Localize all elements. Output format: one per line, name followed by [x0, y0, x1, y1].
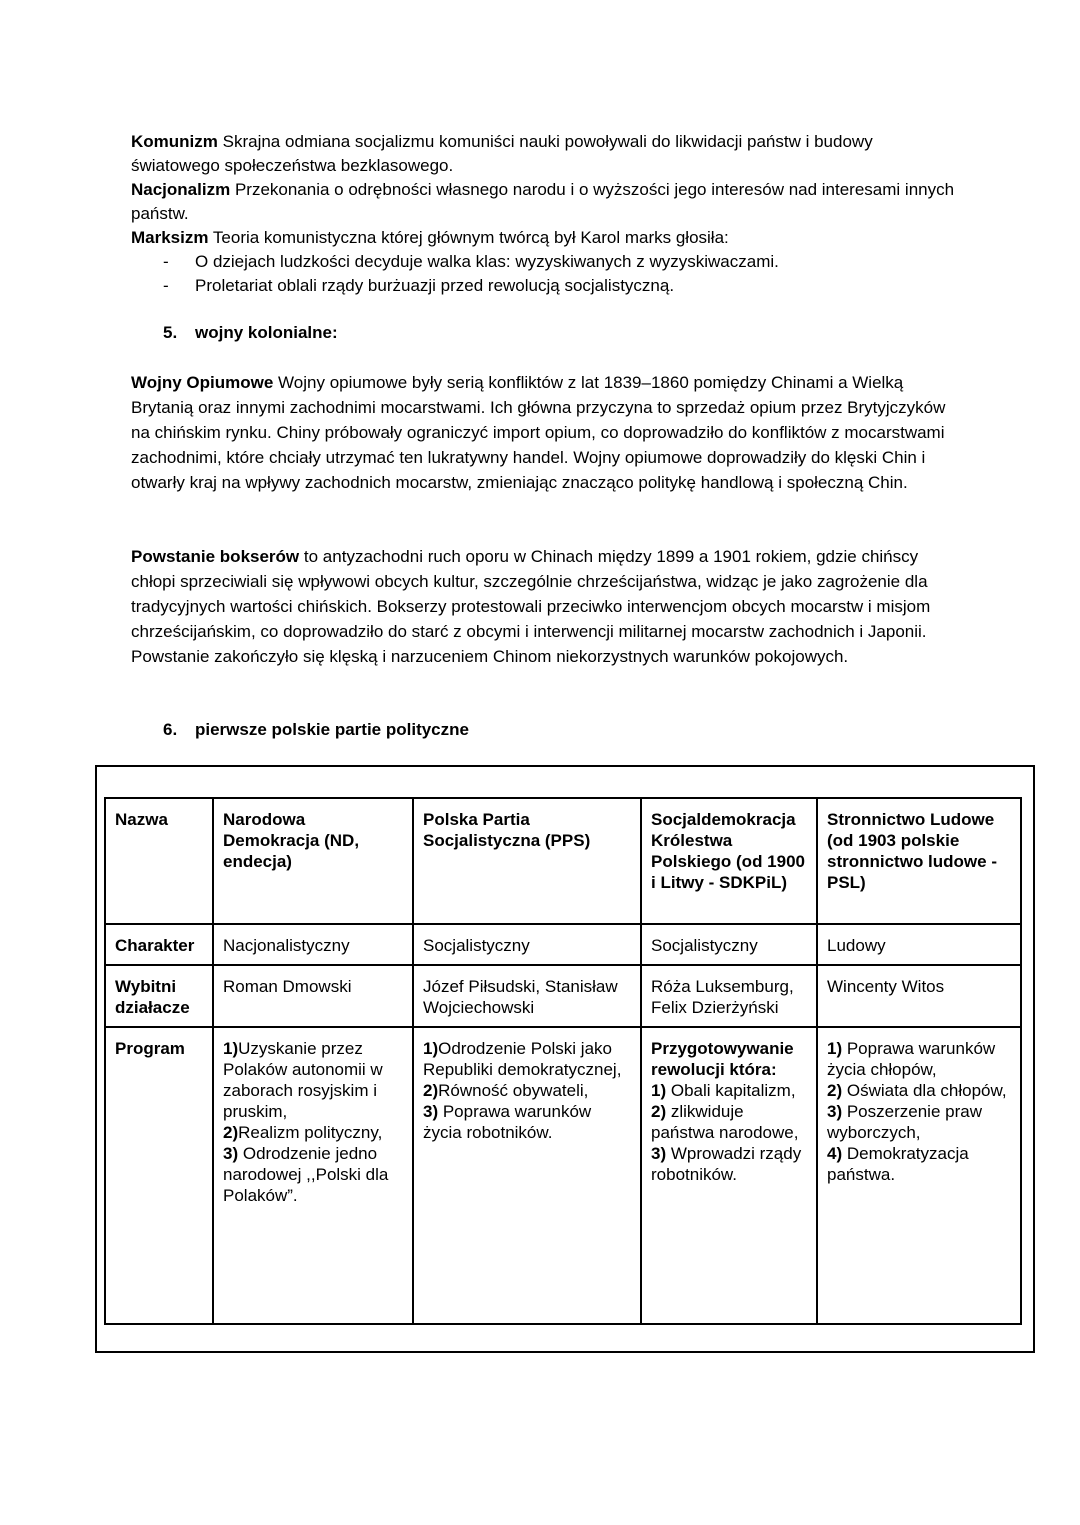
table-row	[105, 1027, 1021, 1324]
party-name: Socjaldemokracja Królestwa Polskiego (od 1900 i Litwy - SDKPiL)	[641, 798, 817, 924]
row-label-charakter: Charakter	[105, 924, 213, 965]
party-name: Narodowa Demokracja (ND, endecja)	[213, 798, 413, 924]
program-item: 1)Odrodzenie Polski jako Republiki demokratycznej,	[423, 1039, 622, 1079]
program-item: 3) Poprawa warunków życia robotników.	[423, 1102, 592, 1142]
section-heading-6	[163, 718, 469, 742]
term-opium-wars: Wojny Opiumowe	[131, 373, 274, 392]
term-boxer-rebellion: Powstanie bokserów	[131, 547, 300, 566]
definition-komunizm	[131, 130, 961, 178]
program-item: 2)Realizm polityczny,	[223, 1123, 383, 1142]
program-item: 1) Obali kapitalizm,	[651, 1081, 796, 1100]
definition-nacjonalizm	[131, 178, 961, 226]
term-komunizm: Komunizm	[131, 132, 218, 151]
term-marksizm: Marksizm	[131, 228, 209, 247]
list-item-text: Proletariat oblali rządy burżuazji przed rewolucją socjalistyczną.	[195, 276, 675, 295]
party-program	[213, 1027, 413, 1324]
party-leaders: Róża Luksemburg, Felix Dzierżyński	[641, 965, 817, 1027]
program-item: 2) zlikwiduje państwa narodowe,	[651, 1102, 799, 1142]
party-character: Ludowy	[817, 924, 1021, 965]
table-row	[105, 924, 1021, 965]
parties-table	[104, 797, 1022, 1325]
program-item: 1) Poprawa warunków życia chłopów,	[827, 1039, 996, 1079]
definition-text: Przekonania o odrębności własnego narodu i o wyższości jego interesów nad interesami innych państw.	[131, 180, 955, 223]
party-character: Socjalistyczny	[413, 924, 641, 965]
list-item-text: O dziejach ludzkości decyduje walka klas: wyzyskiwanych z wyzyskiwaczami.	[195, 252, 779, 271]
list-item	[163, 274, 674, 298]
party-program	[641, 1027, 817, 1324]
dash-bullet: -	[163, 276, 169, 295]
definition-marksizm	[131, 226, 961, 250]
term-nacjonalizm: Nacjonalizm	[131, 180, 231, 199]
program-item: 1)Uzyskanie przez Polaków autonomii w zaborach rosyjskim i pruskim,	[223, 1039, 383, 1121]
row-label-dzialacze: Wybitni działacze	[105, 965, 213, 1027]
paragraph-boxer-rebellion	[131, 544, 931, 669]
program-item: 4) Demokratyzacja państwa.	[827, 1144, 969, 1184]
table-row	[105, 798, 1021, 924]
definition-text: Skrajna odmiana socjalizmu komuniści nauki powoływali do likwidacji państw i budowy światowego społeczeństwa bezklasowego.	[131, 132, 873, 175]
list-item	[163, 250, 779, 274]
party-character: Socjalistyczny	[641, 924, 817, 965]
section-number: 5.	[163, 323, 178, 342]
party-name: Stronnictwo Ludowe (od 1903 polskie stronnictwo ludowe - PSL)	[817, 798, 1021, 924]
section-title: pierwsze polskie partie polityczne	[195, 720, 469, 739]
table-row	[105, 965, 1021, 1027]
program-item: 2) Oświata dla chłopów,	[827, 1081, 1007, 1100]
row-label-nazwa: Nazwa	[105, 798, 213, 924]
section-title: wojny kolonialne:	[195, 323, 338, 342]
program-intro: Przygotowywanie rewolucji która:	[651, 1039, 794, 1079]
party-leaders: Roman Dmowski	[213, 965, 413, 1027]
section-heading-5	[163, 321, 338, 345]
party-character: Nacjonalistyczny	[213, 924, 413, 965]
program-item: 3) Wprowadzi rządy robotników.	[651, 1144, 802, 1184]
paragraph-text: Wojny opiumowe były serią konfliktów z lat 1839–1860 pomiędzy Chinami a Wielką Brytanią oraz innymi zachodnimi mocarstwami. Ich główna przyczyna to sprzedaż opium przez Brytyjczyków na chińskim rynku. Chiny próbowały ograniczyć import opium, co doprowadziło do konfliktów z mocarstwami zachodnimi, które chciały utrzymać ten lukratywny handel. Wojny opiumowe doprowadziły do klęski Chin i otwarły kraj na wpływy zachodnich mocarstw, zmieniając znacząco politykę handlową i społeczną Chin.	[131, 373, 946, 492]
program-item: 3) Poszerzenie praw wyborczych,	[827, 1102, 982, 1142]
section-number: 6.	[163, 720, 178, 739]
party-program	[817, 1027, 1021, 1324]
party-program	[413, 1027, 641, 1324]
row-label-program: Program	[105, 1027, 213, 1324]
dash-bullet: -	[163, 252, 169, 271]
program-item: 2)Równość obywateli,	[423, 1081, 589, 1100]
program-item: 3) Odrodzenie jedno narodowej ,,Polski dla Polaków”.	[223, 1144, 389, 1205]
definition-text: Teoria komunistyczna której głównym twórcą był Karol marks głosiła:	[212, 228, 729, 247]
party-name: Polska Partia Socjalistyczna (PPS)	[413, 798, 641, 924]
paragraph-opium-wars	[131, 370, 951, 495]
party-leaders: Józef Piłsudski, Stanisław Wojciechowski	[413, 965, 641, 1027]
paragraph-text: to antyzachodni ruch oporu w Chinach między 1899 a 1901 rokiem, gdzie chińscy chłopi sprzeciwiali się wpływowi obcych kultur, szczególnie chrześcijaństwa, widząc je jako zagrożenie dla tradycyjnych wartości chińskich. Bokserzy protestowali przeciwko interwencjom obcych mocarstw i misjom chrześcijańskim, co doprowadziło do starć z obcymi i interwencji militarnej mocarstw zachodnich i Japonii. Powstanie zakończyło się klęską i narzuceniem Chinom niekorzystnych warunków pokojowych.	[131, 547, 931, 666]
party-leaders: Wincenty Witos	[817, 965, 1021, 1027]
